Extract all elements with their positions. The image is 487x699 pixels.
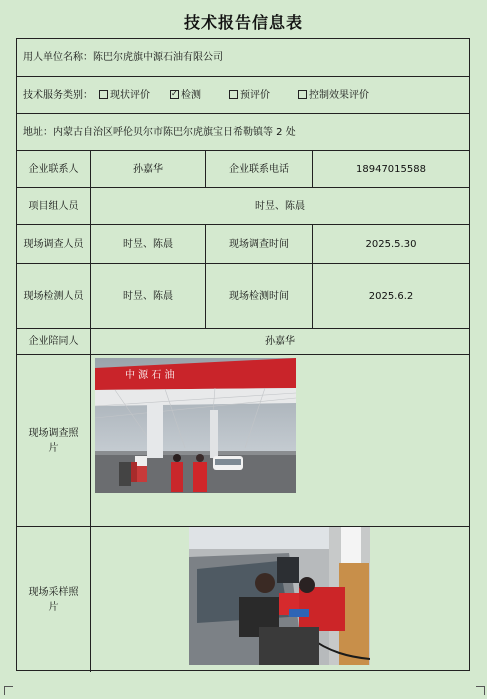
survey-photo-label: 现场调查照片	[28, 427, 79, 454]
service-cell	[17, 77, 469, 113]
survey-photo	[95, 358, 296, 493]
sampling-photo-row	[17, 527, 469, 672]
service-row	[17, 77, 469, 114]
option-control-eval: 控制效果评价	[309, 89, 369, 101]
unit-value: 陈巴尔虎旗中源石油有限公司	[93, 52, 223, 63]
checkbox-status-eval[interactable]	[99, 90, 108, 99]
escort-row	[17, 329, 469, 355]
service-label: 技术服务类别：	[23, 89, 93, 101]
station-sign-text: 中 源 石 油	[125, 370, 175, 381]
team-row	[17, 188, 469, 225]
testing-value: 时昱、陈晨	[90, 264, 205, 328]
option-testing: 检测	[181, 89, 201, 101]
survey-time-label: 现场调查时间	[205, 225, 312, 263]
escort-value: 孙嘉华	[90, 329, 469, 354]
unit-label: 用人单位名称：	[23, 52, 93, 63]
page-corner-mark-right	[476, 686, 485, 695]
option-pre-eval: 预评价	[240, 89, 270, 101]
checkbox-testing[interactable]	[170, 90, 179, 99]
unit-row	[17, 39, 469, 77]
contact-value: 孙嘉华	[90, 151, 205, 187]
address-label: 地址：	[23, 126, 53, 138]
escort-label: 企业陪同人	[28, 336, 79, 347]
info-table	[16, 38, 470, 671]
testing-row	[17, 264, 469, 329]
contact-row	[17, 151, 469, 188]
team-value: 时昱、陈晨	[90, 188, 469, 224]
fuel-sampling-image	[189, 527, 370, 665]
page-corner-mark-left	[4, 686, 13, 695]
team-label: 项目组人员	[28, 200, 79, 212]
survey-time-value: 2025.5.30	[312, 225, 469, 263]
survey-value: 时昱、陈晨	[90, 225, 205, 263]
page-title: 技术报告信息表	[183, 13, 303, 32]
gas-station-canopy-image	[95, 358, 296, 493]
phone-value: 18947015588	[312, 151, 469, 187]
sampling-photo	[189, 527, 370, 665]
testing-time-label: 现场检测时间	[205, 264, 312, 328]
survey-photo-row	[17, 355, 469, 527]
contact-label: 企业联系人	[28, 163, 79, 175]
survey-label: 现场调查人员	[23, 238, 84, 250]
sampling-photo-label: 现场采样照片	[28, 586, 79, 613]
address-value: 内蒙古自治区呼伦贝尔市陈巴尔虎旗宝日希勒镇等 2 处	[53, 126, 296, 138]
checkbox-pre-eval[interactable]	[229, 90, 238, 99]
checkbox-control-eval[interactable]	[298, 90, 307, 99]
unit-cell	[17, 39, 469, 76]
address-row	[17, 114, 469, 151]
testing-time-value: 2025.6.2	[312, 264, 469, 328]
option-status-eval: 现状评价	[110, 89, 150, 101]
phone-label: 企业联系电话	[205, 151, 312, 187]
testing-label: 现场检测人员	[23, 290, 84, 302]
survey-row	[17, 225, 469, 264]
address-cell	[17, 114, 469, 150]
